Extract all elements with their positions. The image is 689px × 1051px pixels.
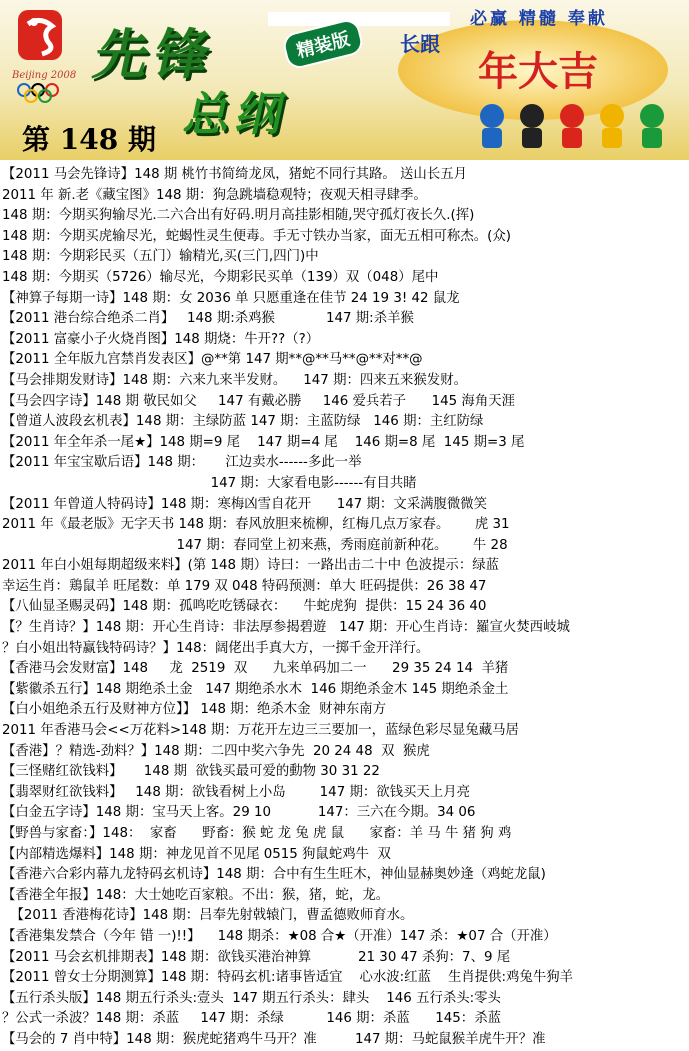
banner-century-text: 年大吉 (478, 49, 598, 95)
banner-with-label: 长跟 (400, 32, 440, 56)
text-line (0, 721, 689, 742)
text-line-content: 【白小姐绝杀五行及财神方位】】 148 期：绝杀木金 财神东南方 (2, 702, 387, 718)
text-line-content: 【2011 年全年杀一尾★】148 期=9 尾 147 期=4 尾 146 期=8 尾 145 期=3 尾 (2, 434, 525, 450)
text-line (0, 577, 689, 598)
text-line (0, 927, 689, 948)
text-line-content: 2011 年白小姐每期超级来料】(第 148 期）诗曰：一路出击二十中 色波提示：绿蓝 (2, 558, 499, 574)
text-line (0, 700, 689, 721)
text-line (0, 845, 689, 866)
text-line (0, 948, 689, 969)
text-line (0, 680, 689, 701)
text-line-content: 2011 年《最老版》无字天书 148 期：春风放胆来梳柳，红梅几点万家春。 虎 31 (2, 517, 510, 533)
text-line (0, 968, 689, 989)
text-line-content: 148 期：今期买（5726）输尽光，今期彩民买单（139）双（048）尾中 (2, 269, 439, 285)
text-line-content: 【2011 马会先锋诗】148 期 桃竹书简绮龙凤，猪蛇不同行其路。 送山长五月 (2, 167, 467, 182)
text-line (0, 206, 689, 227)
text-line-content: 【？生肖诗？】148 期：开心生肖诗：非法厚参揭碧遊 147 期：开心生肖诗：羅宣火焚西岐城 (2, 620, 570, 636)
banner-tagline: 必赢 精髓 奉献 (470, 9, 608, 29)
text-line-content: 【香港集发禁合（今年 错 一)!!】 148 期杀：★08 合★（开准）147 杀：★07 合（开准） (2, 928, 557, 944)
text-line (0, 433, 689, 454)
text-line (0, 762, 689, 783)
text-line (0, 536, 689, 557)
logo-caption: Beijing 2008 (12, 70, 77, 81)
text-line (0, 309, 689, 330)
text-line (0, 906, 689, 927)
text-line (0, 392, 689, 413)
text-line-content: ？公式一杀波？148 期：杀蓝 147 期：杀绿 146 期：杀蓝 145：杀蓝 (2, 1011, 501, 1027)
text-line-content: 【香港】？精选-劲料？】148 期：二四中奖六争先 20 24 48 双 猴虎 (2, 743, 430, 759)
text-line (0, 227, 689, 248)
text-line (0, 289, 689, 310)
edition-badge: 精装版 (281, 17, 365, 71)
text-line (0, 597, 689, 618)
text-line (0, 474, 689, 495)
text-line-content: 148 期：今期买狗输尽光.二六合出有好码.明月高挂影相随,哭守孤灯夜长久.(挥) (2, 208, 475, 224)
text-line-content: 【2011 港台综合绝杀二肖】 148 期:杀鸡猴 147 期:杀羊猴 (2, 311, 414, 327)
text-line-content: 147 期：大家看电影------有目共睹 (2, 475, 417, 491)
text-line (0, 371, 689, 392)
text-line (0, 824, 689, 845)
text-line-content: 147 期：春同堂上初来燕，秀雨庭前新种花。 牛 28 (2, 537, 508, 553)
text-line-content: 【八仙显圣赐灵码】148 期：孤鸣吃吃锈碌衣： 牛蛇虎狗 提供：15 24 36 40 (2, 599, 487, 615)
olympic-logo-icon (10, 6, 80, 118)
mascots-icon (470, 100, 670, 152)
text-line (0, 742, 689, 763)
text-line (0, 412, 689, 433)
text-line-content: 【2011 年宝宝歇后语】148 期： 江边卖水------多此一举 (2, 455, 362, 471)
text-line (0, 453, 689, 474)
text-line-content: 幸运生肖：鶏鼠羊 旺尾数：单 179 双 048 特码预测：单大 旺码提供：26 38 47 (2, 578, 487, 594)
text-line-content: 【2011 全年版九宫禁肖发表区】@**第 147 期**@**马**@**对**@ (2, 352, 423, 368)
text-line-content: 【2011 马会玄机排期表】148 期：欲钱买港治神算 21 30 47 杀狗：7、9 尾 (2, 949, 511, 965)
text-line (0, 803, 689, 824)
text-line (0, 1030, 689, 1051)
text-line (0, 556, 689, 577)
prediction-lines (0, 165, 689, 1051)
text-line-content: 【马会四字诗】148 期 敬民如父 147 有戴必勝 146 爱兵若子 145 海角天涯 (2, 393, 515, 409)
text-line-content: 2011 年香港马会<<万花料>148 期：万花开左边三三要加一，蓝绿色彩尽显兔藏马居 (2, 723, 519, 739)
text-line (0, 515, 689, 536)
text-line-content: 【2011 曾女士分期测算】148 期：特码玄机:诸事皆适宜 心水波:红蓝 生肖提供:鸡兔牛狗羊 (2, 970, 574, 986)
text-line (0, 783, 689, 804)
text-line-content: 【2011 年曾道人特码诗】148 期：寒梅凶雪自花开 147 期：文采满腹微微笑 (2, 496, 488, 512)
text-line (0, 495, 689, 516)
text-line-content: 【神算子每期一诗】148 期：女 2036 单 只愿重逢在佳节 24 19 3! 42 鼠龙 (2, 290, 460, 306)
issue-number: 第 148 期 (22, 123, 156, 156)
text-line-content: 【翡翠财红欲钱料】 148 期：欲钱看树上小岛 147 期：欲钱买天上月亮 (2, 784, 470, 800)
text-line-content: 2011 年 新.老《藏宝图》148 期：狗急跳墙稳观特；夜观天相寻肆季。 (2, 187, 427, 203)
text-line (0, 247, 689, 268)
banner-title-line1: 先锋 (88, 23, 222, 86)
text-line (0, 350, 689, 371)
text-line-content: 【马会的 7 肖中特】148 期：猴虎蛇猪鸡牛马开？准 147 期：马蛇鼠猴羊虎牛开？准 (2, 1031, 546, 1047)
banner-title-line2: 总纲 (179, 87, 296, 141)
text-line-content: 【马会排期发财诗】148 期：六来九来半发财。 147 期：四来五来猴发财。 (2, 372, 467, 388)
text-line-content: 【内部精选爆料】148 期：神龙见首不见尾 0515 狗鼠蛇鸡牛 双 (2, 846, 391, 862)
text-line (0, 659, 689, 680)
text-line (0, 165, 689, 186)
text-line (0, 618, 689, 639)
text-line (0, 268, 689, 289)
text-line-content: 【2011 香港梅花诗】148 期：吕奉先射戟辕门，曹孟德败师育水。 (2, 908, 414, 924)
text-line-content: 【香港马会发财富】148 龙 2519 双 九来单码加二一 29 35 24 14 羊猪 (2, 661, 509, 677)
text-line-content: 【白金五字诗】148 期：宝马天上客。29 10 147：三六在今期。34 06 (2, 805, 476, 821)
text-line-content: 【香港六合彩内幕九龙特码玄机诗】148 期：合中有生生旺木，神仙显赫奥妙逢（鸡蛇龙鼠) (2, 867, 546, 883)
text-line-content: 【紫徽杀五行】148 期绝杀土金 147 期绝杀水木 146 期绝杀金木 145 期绝杀金土 (2, 681, 509, 697)
text-line-content: ？白小姐出特赢钱特码诗？】148：阔佬出手真大方，一掷千金开洋行。 (2, 640, 430, 656)
text-line (0, 330, 689, 351)
text-line-content: 【野兽与家畜：】148： 家畜 野畜：猴 蛇 龙 兔 虎 鼠 家畜：羊 马 牛 猪 狗 鸡 (2, 826, 512, 841)
text-line-content: 【三怪赌红欲钱料】 148 期 欲钱买最可爱的動物 30 31 22 (2, 764, 380, 780)
text-line-content: 148 期：今期买虎输尽光，蛇蝎性灵生便毒。手无寸铁办当家，面无五相可称杰。(众) (2, 228, 511, 244)
text-line-content: 【香港全年报】148：大士她吃百家粮。不出：猴，猪，蛇，龙。 (2, 887, 390, 903)
text-line-content: 148 期：今期彩民买（五门）输精光,买(三门,四门)中 (2, 249, 319, 265)
text-line (0, 886, 689, 907)
header-banner (0, 0, 689, 160)
text-line (0, 865, 689, 886)
banner-white-strip (268, 12, 450, 26)
text-line (0, 989, 689, 1010)
text-line-content: 【2011 富豪小子火烧肖图】148 期烧：牛开??（?） (2, 331, 320, 347)
text-line (0, 639, 689, 660)
text-line (0, 186, 689, 207)
text-line-content: 【五行杀头版】148 期五行杀头:壹头 147 期五行杀头：肆头 146 五行杀头:零头 (2, 990, 501, 1006)
text-line-content: 【曾道人波段玄机表】148 期：主绿防蓝 147 期：主蓝防绿 146 期：主红防绿 (2, 414, 484, 430)
